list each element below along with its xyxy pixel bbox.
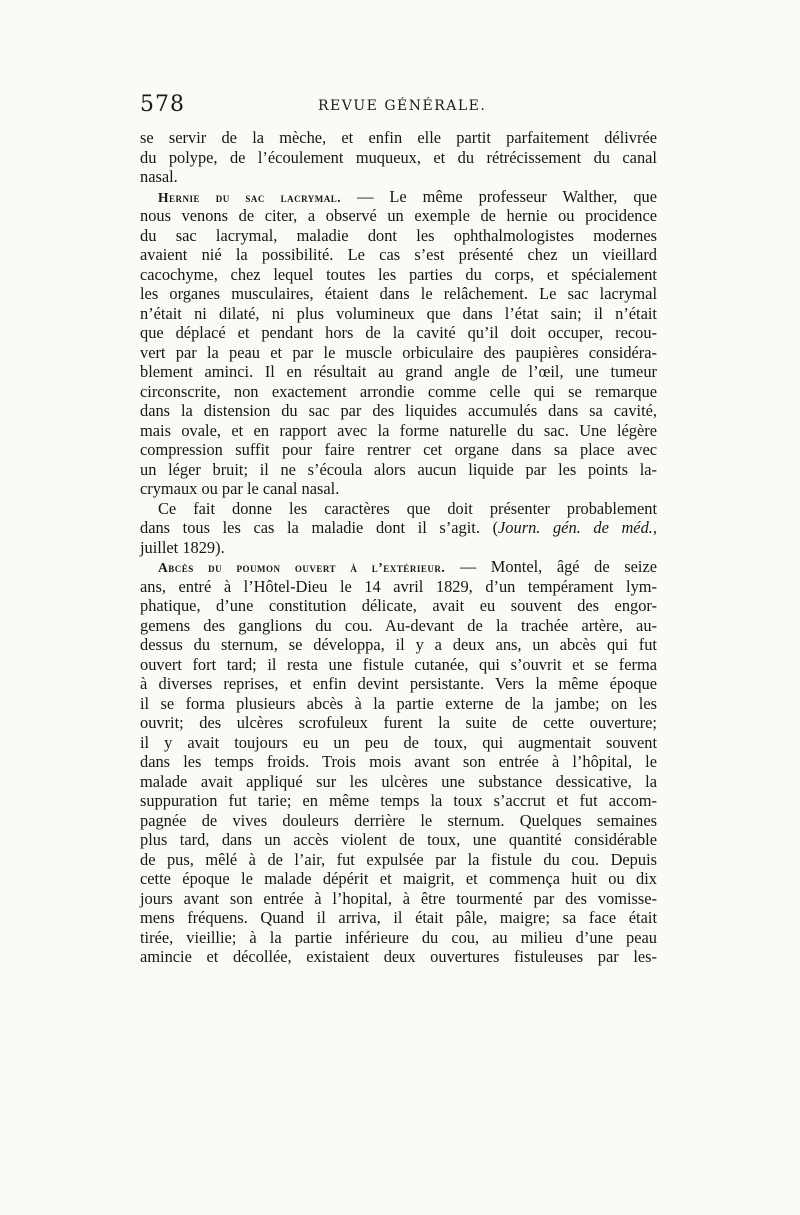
page-number: 578	[140, 92, 185, 117]
text-line: cacochyme, chez lequel toutes les parties du corps, et spécialement	[140, 264, 657, 284]
text-line: plus tard, dans un accès violent de toux, une quantité considérable	[140, 830, 657, 849]
text-line: dessus du sternum, se développa, il y a deux ans, un abcès qui fut	[140, 635, 657, 654]
page-header	[140, 92, 660, 122]
text-line: que déplacé et pendant hors de la cavité qu’il doit occuper, recou-	[140, 323, 657, 342]
text-line: suppuration fut tarie; en même temps la toux s’accrut et fut accom-	[140, 791, 657, 810]
text-line: il se forma plusieurs abcès à la partie externe de la jambe; on les	[140, 693, 657, 713]
running-head: REVUE GÉNÉRALE.	[318, 98, 487, 114]
section-heading: Abcès du poumon ouvert à l’extérieur.	[158, 560, 446, 575]
text-line: les organes musculaires, étaient dans le relâchement. Le sac lacrymal	[140, 284, 657, 303]
text-line: ouvert fort tard; il resta une fistule cutanée, qui s’ouvrit et se ferma	[140, 654, 657, 674]
text-line: gemens des ganglions du cou. Au-devant de la trachée artère, au-	[140, 615, 657, 635]
text-line: se servir de la mèche, et enfin elle partit parfaitement délivrée	[140, 128, 657, 147]
text-line: Ce fait donne les caractères que doit présenter probablement	[158, 498, 657, 518]
text-line: nous venons de citer, a observé un exemple de hernie ou procidence	[140, 206, 657, 225]
text-line: circonscrite, non exactement arrondie comme celle qui se remarque	[140, 381, 657, 401]
text-line: dans la distension du sac par des liquides accumulés dans sa cavité,	[140, 401, 657, 420]
citation: Journ. gén. de méd.	[498, 518, 653, 537]
text-line: n’était ni dilaté, ni plus volumineux que dans l’état sain; il n’était	[140, 303, 657, 323]
text-line: il y avait toujours eu un peu de toux, qui augmentait souvent	[140, 732, 657, 752]
text-line: malade avait appliqué sur les ulcères une substance dessicative, la	[140, 771, 657, 791]
text-line: cette époque le malade dépérit et maigrit, et commença huit ou dix	[140, 869, 657, 888]
text-line: juillet 1829).	[140, 537, 225, 557]
text-line: dans les temps froids. Trois mois avant son entrée à l’hôpital, le	[140, 752, 657, 771]
text-line: mais ovale, et en rapport avec la forme naturelle du sac. Une légère	[140, 420, 657, 440]
text-line: nasal.	[140, 167, 178, 186]
text-line: compression suffit pour faire rentrer cet organe dans sa place avec	[140, 440, 657, 459]
text-line: vert par la peau et par le muscle orbiculaire des paupières considéra-	[140, 342, 657, 362]
text-line: blement aminci. Il en résultait au grand angle de l’œil, une tumeur	[140, 362, 657, 381]
text-line: avaient nié la possibilité. Le cas s’est présenté chez un vieillard	[140, 245, 657, 264]
text-line: un léger bruit; il ne s’écoula alors aucun liquide par les points la-	[140, 459, 657, 479]
text-line: dans tous les cas la maladie dont il s’agit. (Journ. gén. de méd.,	[140, 518, 657, 537]
text-line: pagnée de vives douleurs derrière le sternum. Quelques semaines	[140, 810, 657, 830]
text-line: jours avant son entrée à l’hopital, à être tourmenté par des vomisse-	[140, 888, 657, 908]
text-line: ans, entré à l’Hôtel-Dieu le 14 avril 1829, d’un tempérament lym-	[140, 576, 657, 596]
text-line: amincie et décollée, existaient deux ouvertures fistuleuses par les-	[140, 947, 657, 966]
text-line: phatique, d’une constitution délicate, avait eu souvent des engor-	[140, 596, 657, 615]
text-line: du polype, de l’écoulement muqueux, et du rétrécissement du canal	[140, 147, 657, 167]
text-line: à diverses reprises, et enfin devint persistante. Vers la même époque	[140, 674, 657, 693]
text-line: de pus, mêlé à de l’air, fut expulsée par la fistule du cou. Depuis	[140, 849, 657, 869]
text-line: mens fréquens. Quand il arriva, il était pâle, maigre; sa face était	[140, 908, 657, 927]
text-line: Hernie du sac lacrymal. — Le même professeur Walther, que	[158, 186, 657, 206]
text-line: crymaux ou par le canal nasal.	[140, 479, 340, 498]
text-line: Abcès du poumon ouvert à l’extérieur. — Montel, âgé de seize	[158, 557, 658, 576]
text-line: tirée, vieillie; à la partie inférieure du cou, au milieu d’une peau	[140, 927, 657, 947]
body-text	[140, 128, 657, 967]
section-heading: Hernie du sac lacrymal.	[158, 189, 342, 205]
text-line: du sac lacrymal, maladie dont les ophthalmologistes modernes	[140, 225, 657, 245]
text-line: ouvrit; des ulcères scrofuleux furent la suite de cette ouverture;	[140, 713, 657, 732]
